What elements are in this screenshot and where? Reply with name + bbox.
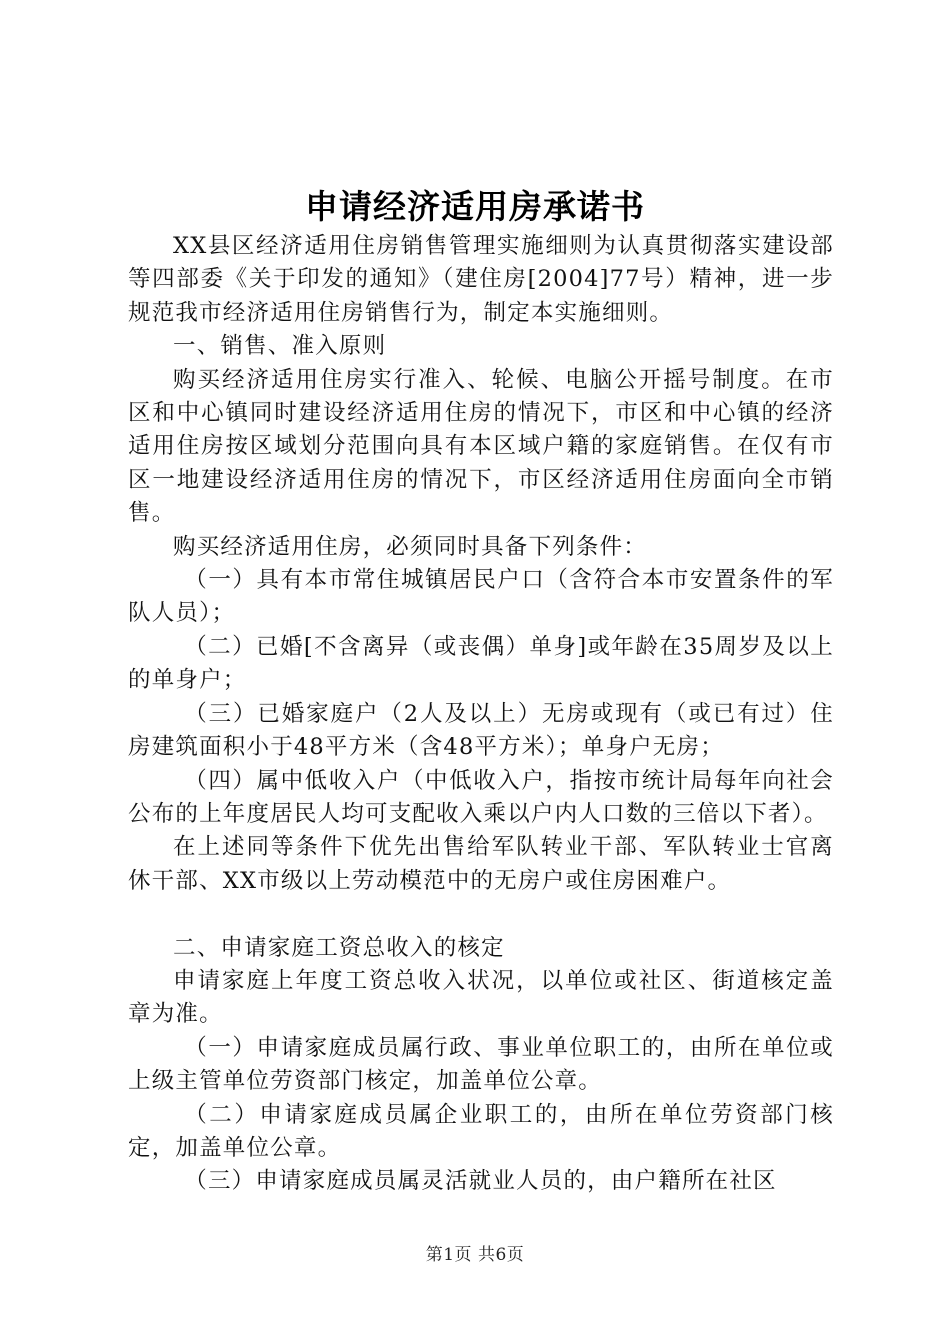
- paragraph-admission: 购买经济适用住房实行准入、轮候、电脑公开摇号制度。在市区和中心镇同时建设经济适用住房的情况下，市区和中心镇的经济适用住房按区域划分范围向具有本区域户籍的家庭销售。在仅有市区一地建设经济适用住房的情况下，市区经济适用住房面向全市销售。: [128, 366, 834, 527]
- document-title: 申请经济适用房承诺书: [305, 187, 645, 226]
- income-item-1: （一）申请家庭成员属行政、事业单位职工的，由所在单位或上级主管单位劳资部门核定，加盖单位公章。: [128, 1034, 834, 1095]
- page-number: 第1页 共6页: [425, 1245, 525, 1265]
- income-item-3: （三）申请家庭成员属灵活就业人员的，由户籍所在社区: [184, 1168, 777, 1195]
- section-heading-1: 一、销售、准入原则: [173, 333, 387, 360]
- paragraph-income: 申请家庭上年度工资总收入状况，以单位或社区、街道核定盖章为准。: [128, 967, 834, 1028]
- condition-item-4: （四）属中低收入户（中低收入户，指按市统计局每年向社会公布的上年度居民人均可支配收入乘以户内人口数的三倍以下者）。: [128, 767, 834, 827]
- paragraph-intro: XX县区经济适用住房销售管理实施细则为认真贯彻落实建设部等四部委《关于印发的通知》（建住房[2004]77号）精神，进一步规范我市经济适用住房销售行为，制定本实施细则。: [128, 233, 834, 326]
- blank-line: [128, 898, 834, 931]
- condition-item-2: （二）已婚[不含离异（或丧偶）单身]或年龄在35周岁及以上的单身户；: [128, 633, 834, 694]
- paragraph-conditions-lead: 购买经济适用住房，必须同时具备下列条件：: [173, 533, 648, 560]
- condition-item-1: （一）具有本市常住城镇居民户口（含符合本市安置条件的军队人员）；: [128, 567, 834, 627]
- condition-item-3: （三）已婚家庭户（2人及以上）无房或现有（或已有过）住房建筑面积小于48平方米（含48平方米）；单身户无房；: [128, 700, 834, 761]
- income-item-2: （二）申请家庭成员属企业职工的，由所在单位劳资部门核定，加盖单位公章。: [128, 1101, 834, 1161]
- paragraph-priority: 在上述同等条件下优先出售给军队转业干部、军队转业士官离休干部、XX市级以上劳动模范中的无房户或住房困难户。: [128, 834, 834, 894]
- section-heading-2: 二、申请家庭工资总收入的核定: [173, 934, 505, 961]
- document-body: [128, 230, 834, 1199]
